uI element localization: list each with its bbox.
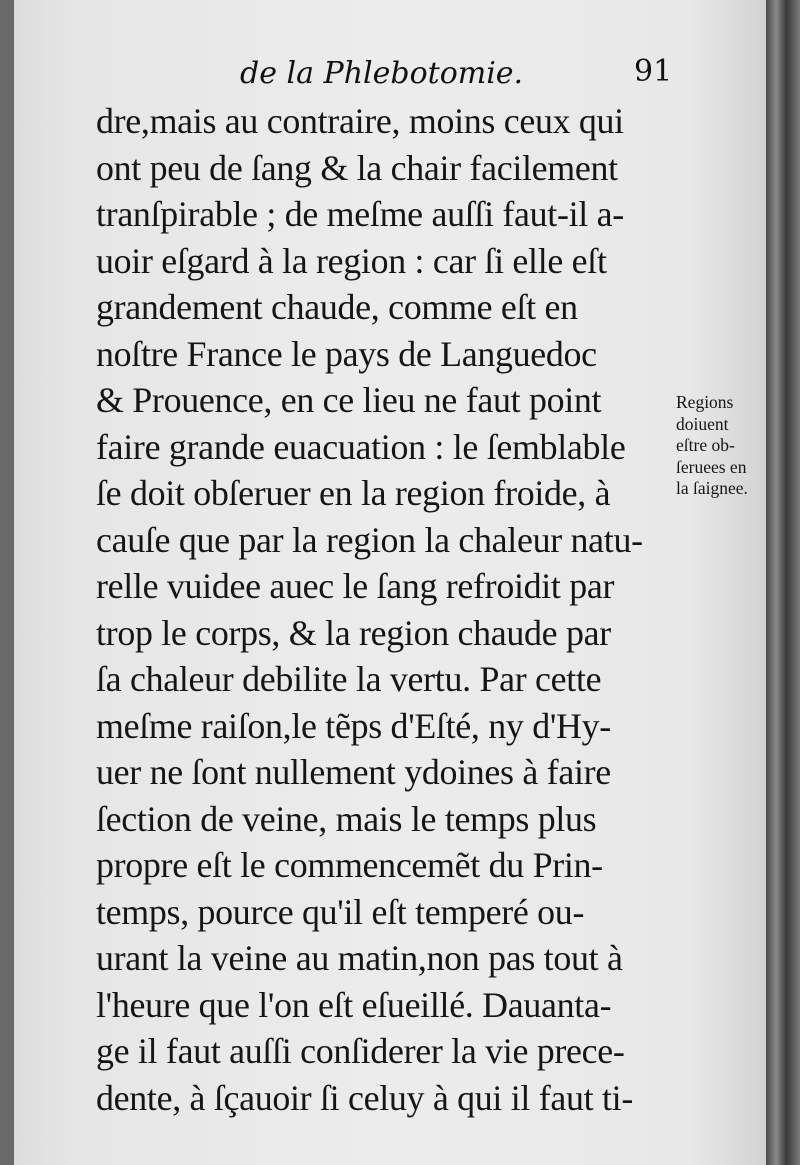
text-line: ſe doit obſeruer en la region froide, à bbox=[96, 473, 611, 513]
text-line: faire grande euacuation : le ſemblable bbox=[96, 426, 626, 467]
text-line: dre,mais au contraire, moins ceux qui bbox=[96, 101, 624, 141]
text-line: trop le corps, & la region chaude par bbox=[96, 612, 611, 653]
margin-note-line: Regions bbox=[676, 392, 734, 412]
text-line: grandement chaude, comme eſt en bbox=[96, 287, 578, 327]
margin-note-line: la ſaignee. bbox=[676, 478, 748, 498]
text-line: noſtre France le pays de Languedoc bbox=[96, 333, 597, 374]
text-line: ſection de veine, mais le temps plus bbox=[96, 798, 597, 839]
text-line: l'heure que l'on eſt eſueillé. Dauanta- bbox=[96, 984, 612, 1025]
text-line: tranſpirable ; de meſme auſſi faut-il a- bbox=[96, 194, 624, 234]
text-line: meſme raiſon,le tẽps d'Eſté, ny d'Hy- bbox=[96, 705, 611, 746]
text-line: propre eſt le commencemẽt du Prin- bbox=[96, 845, 603, 885]
text-line: ont peu de ſang & la chair facilement bbox=[96, 147, 618, 188]
text-line: temps, pource qu'il eſt temperé ou- bbox=[96, 891, 585, 932]
margin-note-line: doiuent bbox=[676, 413, 729, 434]
margin-note-line: ſeruees en bbox=[676, 456, 747, 477]
text-line: relle vuidee auec le ſang refroidit par bbox=[96, 566, 615, 606]
text-line: ge il faut auſſi conſiderer la vie prece- bbox=[96, 1031, 625, 1071]
page-number: 91 bbox=[634, 54, 673, 89]
running-title: de la Phlebotomie. bbox=[240, 56, 524, 91]
text-line: uer ne ſont nullement ydoines à faire bbox=[96, 752, 611, 792]
book-binding-edge bbox=[766, 0, 800, 1165]
margin-note bbox=[676, 392, 780, 500]
text-line: urant la veine au matin,non pas tout à bbox=[96, 938, 623, 978]
text-line: cauſe que par la region la chaleur natu- bbox=[96, 519, 643, 560]
book-page bbox=[14, 0, 766, 1165]
text-line: & Prouence, en ce lieu ne faut point bbox=[96, 380, 602, 420]
text-line: dente, à ſçauoir ſi celuy à qui il faut ti- bbox=[96, 1077, 633, 1118]
text-line: ſa chaleur debilite la vertu. Par cette bbox=[96, 659, 602, 699]
body-text bbox=[96, 98, 686, 1121]
margin-note-line: eſtre ob- bbox=[676, 435, 735, 455]
text-line: uoir eſgard à la region : car ſi elle eſt bbox=[96, 240, 607, 281]
page-header bbox=[14, 50, 766, 100]
